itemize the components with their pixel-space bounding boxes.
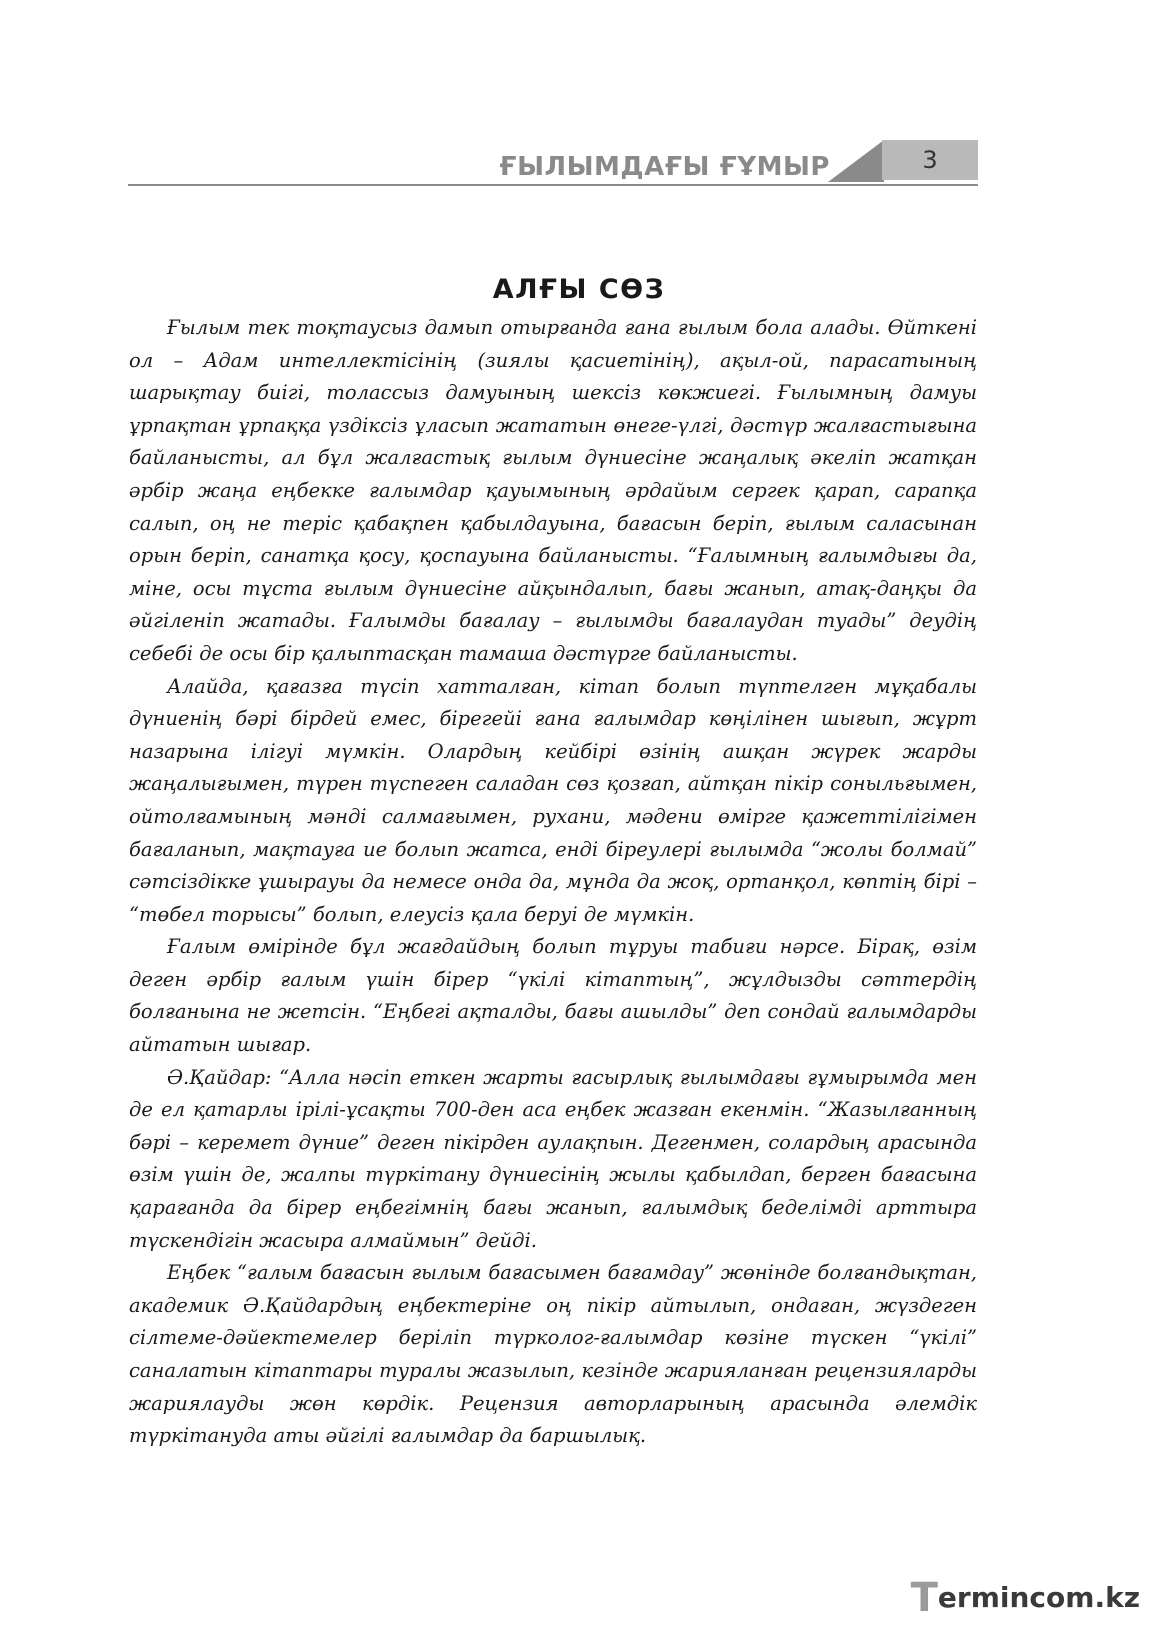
header-wedge-decoration <box>828 140 884 182</box>
page-number: 3 <box>922 146 938 174</box>
header-rule <box>128 184 978 186</box>
paragraph: Ғылым тек тоқтаусыз дамып отырғанда ғана ғылым бола алады. Өйткені ол – Адам интеллектісінің (зиялы қасиетінің), ақыл-ой, парасатының шарықтау биігі, толассыз дамуының шексіз көкжиегі. Ғылымның дамуы ұрпақтан ұрпаққа үздіксіз ұласып жататын өнеге-үлгі, дәстүр жалғастығына байланысты, ал бұл жалғастық ғылым дүниесіне жаңалық әкеліп жатқан әрбір жаңа еңбекке ғалымдар қауымының әрдайым сергек қарап, сарапқа салып, оң не теріс қабақпен қабылдауына, бағасын беріп, ғылым саласынан орын беріп, санатқа қосу, қоспауына байланысты. “Ғалымның ғалымдығы да, міне, осы тұста ғылым дүниесіне айқындалып, бағы жанып, атақ-даңқы да әйгіленіп жатады. Ғалымды бағалау – ғылымды бағалаудан туады” деудің себебі де осы бір қалыптасқан тамаша дәстүрге байланысты. <box>129 316 977 665</box>
paragraph: Ә.Қайдар: “Алла нәсіп еткен жарты ғасырлық ғылымдағы ғұмырымда мен де ел қатарлы ірілі-ұсақты 700-ден аса еңбек жазған екенмін. “Жазылғанның бәрі – керемет дүние” деген пікірден аулақпын. Дегенмен, солардың арасында өзім үшін де, жалпы түркітану дүниесінің жылы қабылдап, берген бағасына қарағанда да бірер еңбегімнің бағы жанып, ғалымдық беделімді арттыра түскендігін жасыра алмаймын” дейді. <box>129 1065 977 1252</box>
running-header <box>128 138 978 188</box>
watermark-text: ermincom.kz <box>937 1581 1140 1614</box>
paragraph: Еңбек “ғалым бағасын ғылым бағасымен бағамдау” жөнінде болғандықтан, академик Ә.Қайдардың еңбектеріне оң пікір айтылып, ондаған, жүздеген сілтеме-дәйектемелер беріліп түрколог-ғалымдар көзіне түскен “үкілі” саналатын кітаптары туралы жазылып, кезінде жарияланған рецензияларды жариялауды жөн көрдік. Рецензия авторларының арасында әлемдік түркітануда аты әйгілі ғалымдар да баршылық. <box>129 1261 977 1448</box>
body-text <box>129 312 977 1453</box>
section-title: АЛҒЫ СӨЗ <box>492 274 666 305</box>
paragraph: Ғалым өмірінде бұл жағдайдың болып тұруы табиғи нәрсе. Бірақ, өзім деген әрбір ғалым үшін бірер “үкілі кітаптың”, жұлдызды сәттердің болғанына не жетсін. “Еңбегі ақталды, бағы ашылды” деп сондай ғалымдарды айтатын шығар. <box>129 935 977 1057</box>
paragraph: Алайда, қағазға түсіп хатталған, кітап болып түптелген мұқабалы дүниенің бәрі бірдей емес, бірегейі ғана ғалымдар көңілінен шығып, жұрт назарына ілігуі мүмкін. Олардың кейбірі өзінің ашқан жүрек жарды жаңалығымен, түрен түспеген саладан сөз қозғап, айтқан пікір соныльғымен, ойтолғамының мәнді салмағымен, рухани, мәдени өмірге қажеттілігімен бағаланып, мақтауға ие болып жатса, енді біреулері ғылымда “жолы болмай” сәтсіздікке ұшырауы да немесе онда да, мұнда да жоқ, ортанқол, көптің бірі – “төбел торысы” болып, елеусіз қала беруі де мүмкін. <box>129 674 977 926</box>
watermark-first-letter: T <box>910 1575 938 1621</box>
running-header-title: ҒЫЛЫМДАҒЫ ҒҰМЫР <box>499 152 830 182</box>
site-watermark <box>911 1575 1140 1621</box>
